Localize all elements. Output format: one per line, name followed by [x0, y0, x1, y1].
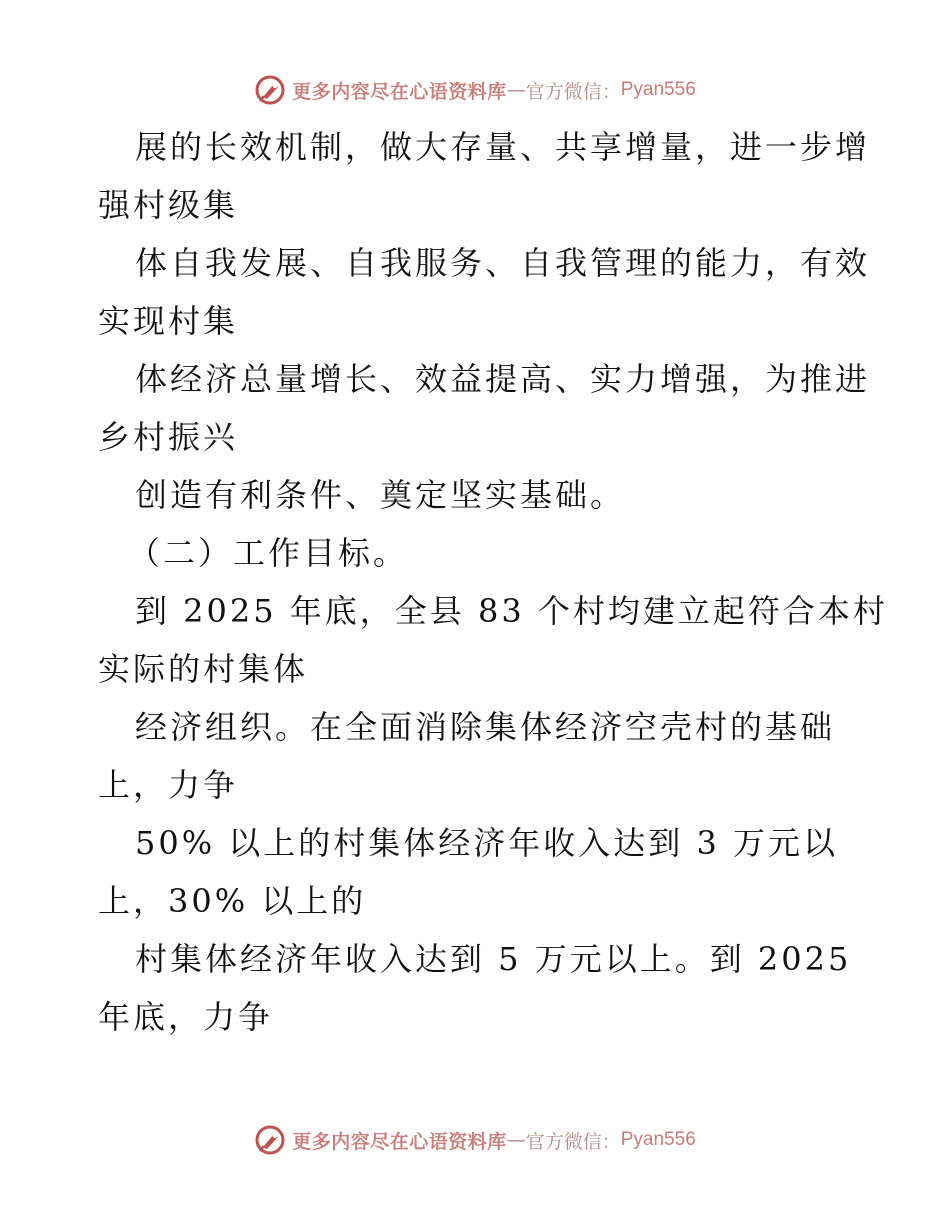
- text-line: 乡村振兴: [98, 418, 239, 456]
- text-line: 实际的村集体: [98, 650, 309, 688]
- watermark-dash: —: [506, 79, 526, 101]
- section-heading: （二）工作目标。: [128, 534, 409, 572]
- text-line: 体自我发展、自我服务、自我管理的能力，有效: [135, 244, 871, 282]
- text-line: 经济组织。在全面消除集体经济空壳村的基础: [135, 708, 836, 746]
- text-line: 展的长效机制，做大存量、共享增量，进一步增: [135, 128, 871, 166]
- text-line: 强村级集: [98, 186, 239, 224]
- text-line: 创造有利条件、奠定坚实基础。: [135, 476, 626, 514]
- pen-nib-logo-icon: [254, 74, 286, 106]
- watermark-label: 官方微信：: [525, 80, 621, 103]
- watermark-brand-text: 更多内容尽在心语资料库: [292, 80, 507, 103]
- header-watermark: [0, 70, 950, 110]
- text-line: 50% 以上的村集体经济年收入达到 3 万元以: [135, 824, 839, 862]
- document-body: [98, 118, 888, 1046]
- watermark-wechat-id: Pyan556: [620, 1129, 696, 1150]
- watermark-label: 官方微信：: [525, 1130, 621, 1153]
- pen-nib-logo-icon: [254, 1124, 286, 1156]
- watermark-dash: —: [506, 1129, 526, 1151]
- watermark-wechat-id: Pyan556: [620, 79, 696, 100]
- text-line: 到 2025 年底，全县 83 个村均建立起符合本村: [135, 592, 888, 630]
- text-line: 体经济总量增长、效益提高、实力增强，为推进: [135, 360, 871, 398]
- text-line: 上，力争: [98, 766, 239, 804]
- footer-watermark: [0, 1120, 950, 1160]
- text-line: 实现村集: [98, 302, 239, 340]
- text-line: 村集体经济年收入达到 5 万元以上。到 2025: [135, 940, 852, 978]
- watermark-brand-text: 更多内容尽在心语资料库: [292, 1130, 507, 1153]
- text-line: 年底，力争: [98, 998, 274, 1036]
- text-line: 上，30% 以上的: [98, 882, 367, 920]
